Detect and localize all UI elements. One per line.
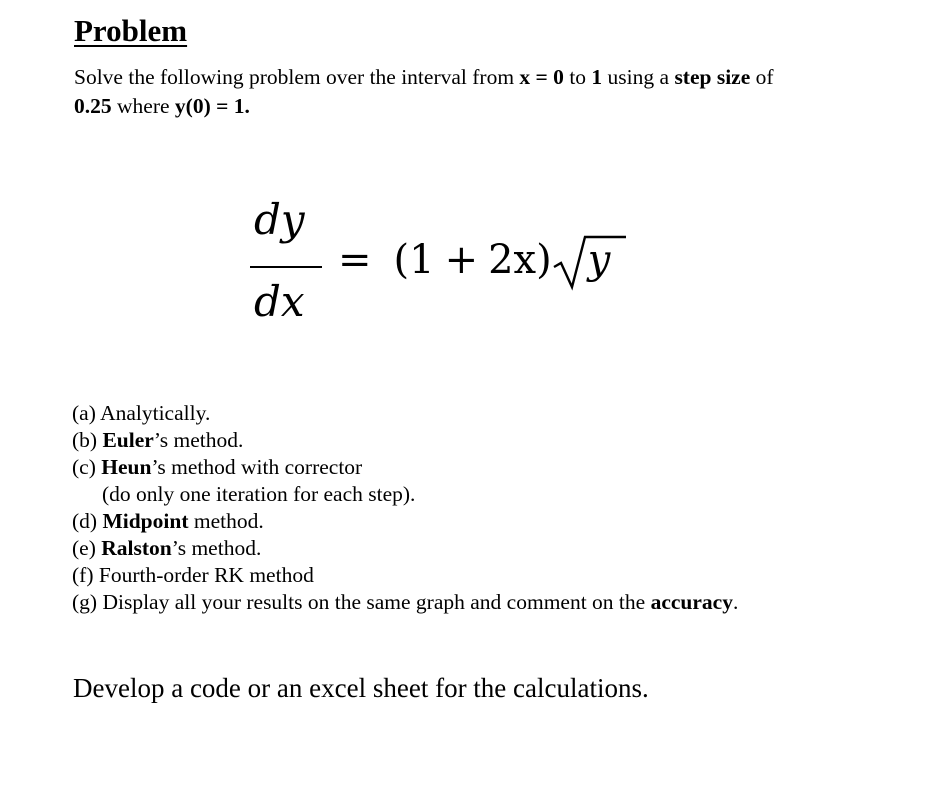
task-list — [72, 400, 872, 616]
equals-sign: = — [338, 237, 372, 283]
list-item-c-continuation: (do only one iteration for each step). — [102, 482, 416, 506]
statement-text: to — [563, 65, 592, 89]
method-name: Midpoint — [102, 509, 189, 533]
statement-text: using a — [602, 65, 675, 89]
item-text: . — [732, 590, 739, 614]
method-name: Heun — [101, 455, 152, 479]
interval-start: x = 0 — [519, 65, 564, 89]
accuracy-keyword: accuracy — [650, 590, 733, 614]
fraction-bar — [250, 266, 322, 268]
equation-right-side — [338, 235, 626, 285]
statement-text: Solve the following problem over the interval from — [74, 65, 520, 89]
problem-statement — [74, 63, 874, 121]
list-item-e — [72, 535, 872, 562]
list-item-b — [72, 427, 872, 454]
item-text: Fourth-order RK method — [98, 563, 314, 587]
item-text: Display all your results on the same graph and comment on the — [102, 590, 651, 614]
item-text: ’s method. — [153, 428, 244, 452]
item-label: (f) — [72, 563, 99, 587]
plus-sign: + — [444, 237, 479, 283]
item-text: method. — [188, 509, 264, 533]
item-text: Analytically. — [100, 401, 211, 425]
initial-condition: y(0) = 1. — [174, 94, 250, 118]
method-name: Ralston — [101, 536, 172, 560]
step-size-value: 0.25 — [74, 94, 112, 118]
list-item-f — [72, 562, 872, 589]
statement-text: of — [750, 65, 774, 89]
statement-text: where — [111, 94, 175, 118]
list-item-g — [72, 589, 872, 616]
item-label: (g) — [72, 590, 103, 614]
item-label: (e) — [72, 536, 102, 560]
interval-end: 1 — [591, 65, 603, 89]
list-item-d — [72, 508, 872, 535]
square-root — [552, 235, 626, 285]
item-label: (d) — [72, 509, 103, 533]
method-name: Euler — [102, 428, 154, 452]
fraction-numerator: dy — [254, 195, 305, 244]
item-label: (a) — [72, 401, 101, 425]
term-close: 2x) — [488, 237, 552, 283]
term-open: (1 — [393, 237, 435, 283]
radicand: y — [587, 237, 611, 283]
differential-equation — [250, 195, 720, 345]
list-item-c — [72, 454, 872, 481]
derivative-fraction — [250, 195, 324, 335]
item-text: ’s method. — [171, 536, 262, 560]
step-size-label: step size — [674, 65, 751, 89]
item-label: (c) — [72, 455, 102, 479]
fraction-denominator: dx — [254, 277, 305, 326]
page-title: Problem — [74, 13, 188, 48]
item-text: ’s method with corrector — [151, 455, 363, 479]
footer-instruction: Develop a code or an excel sheet for the calculations. — [73, 673, 649, 703]
list-item-a — [72, 400, 872, 427]
item-label: (b) — [72, 428, 103, 452]
